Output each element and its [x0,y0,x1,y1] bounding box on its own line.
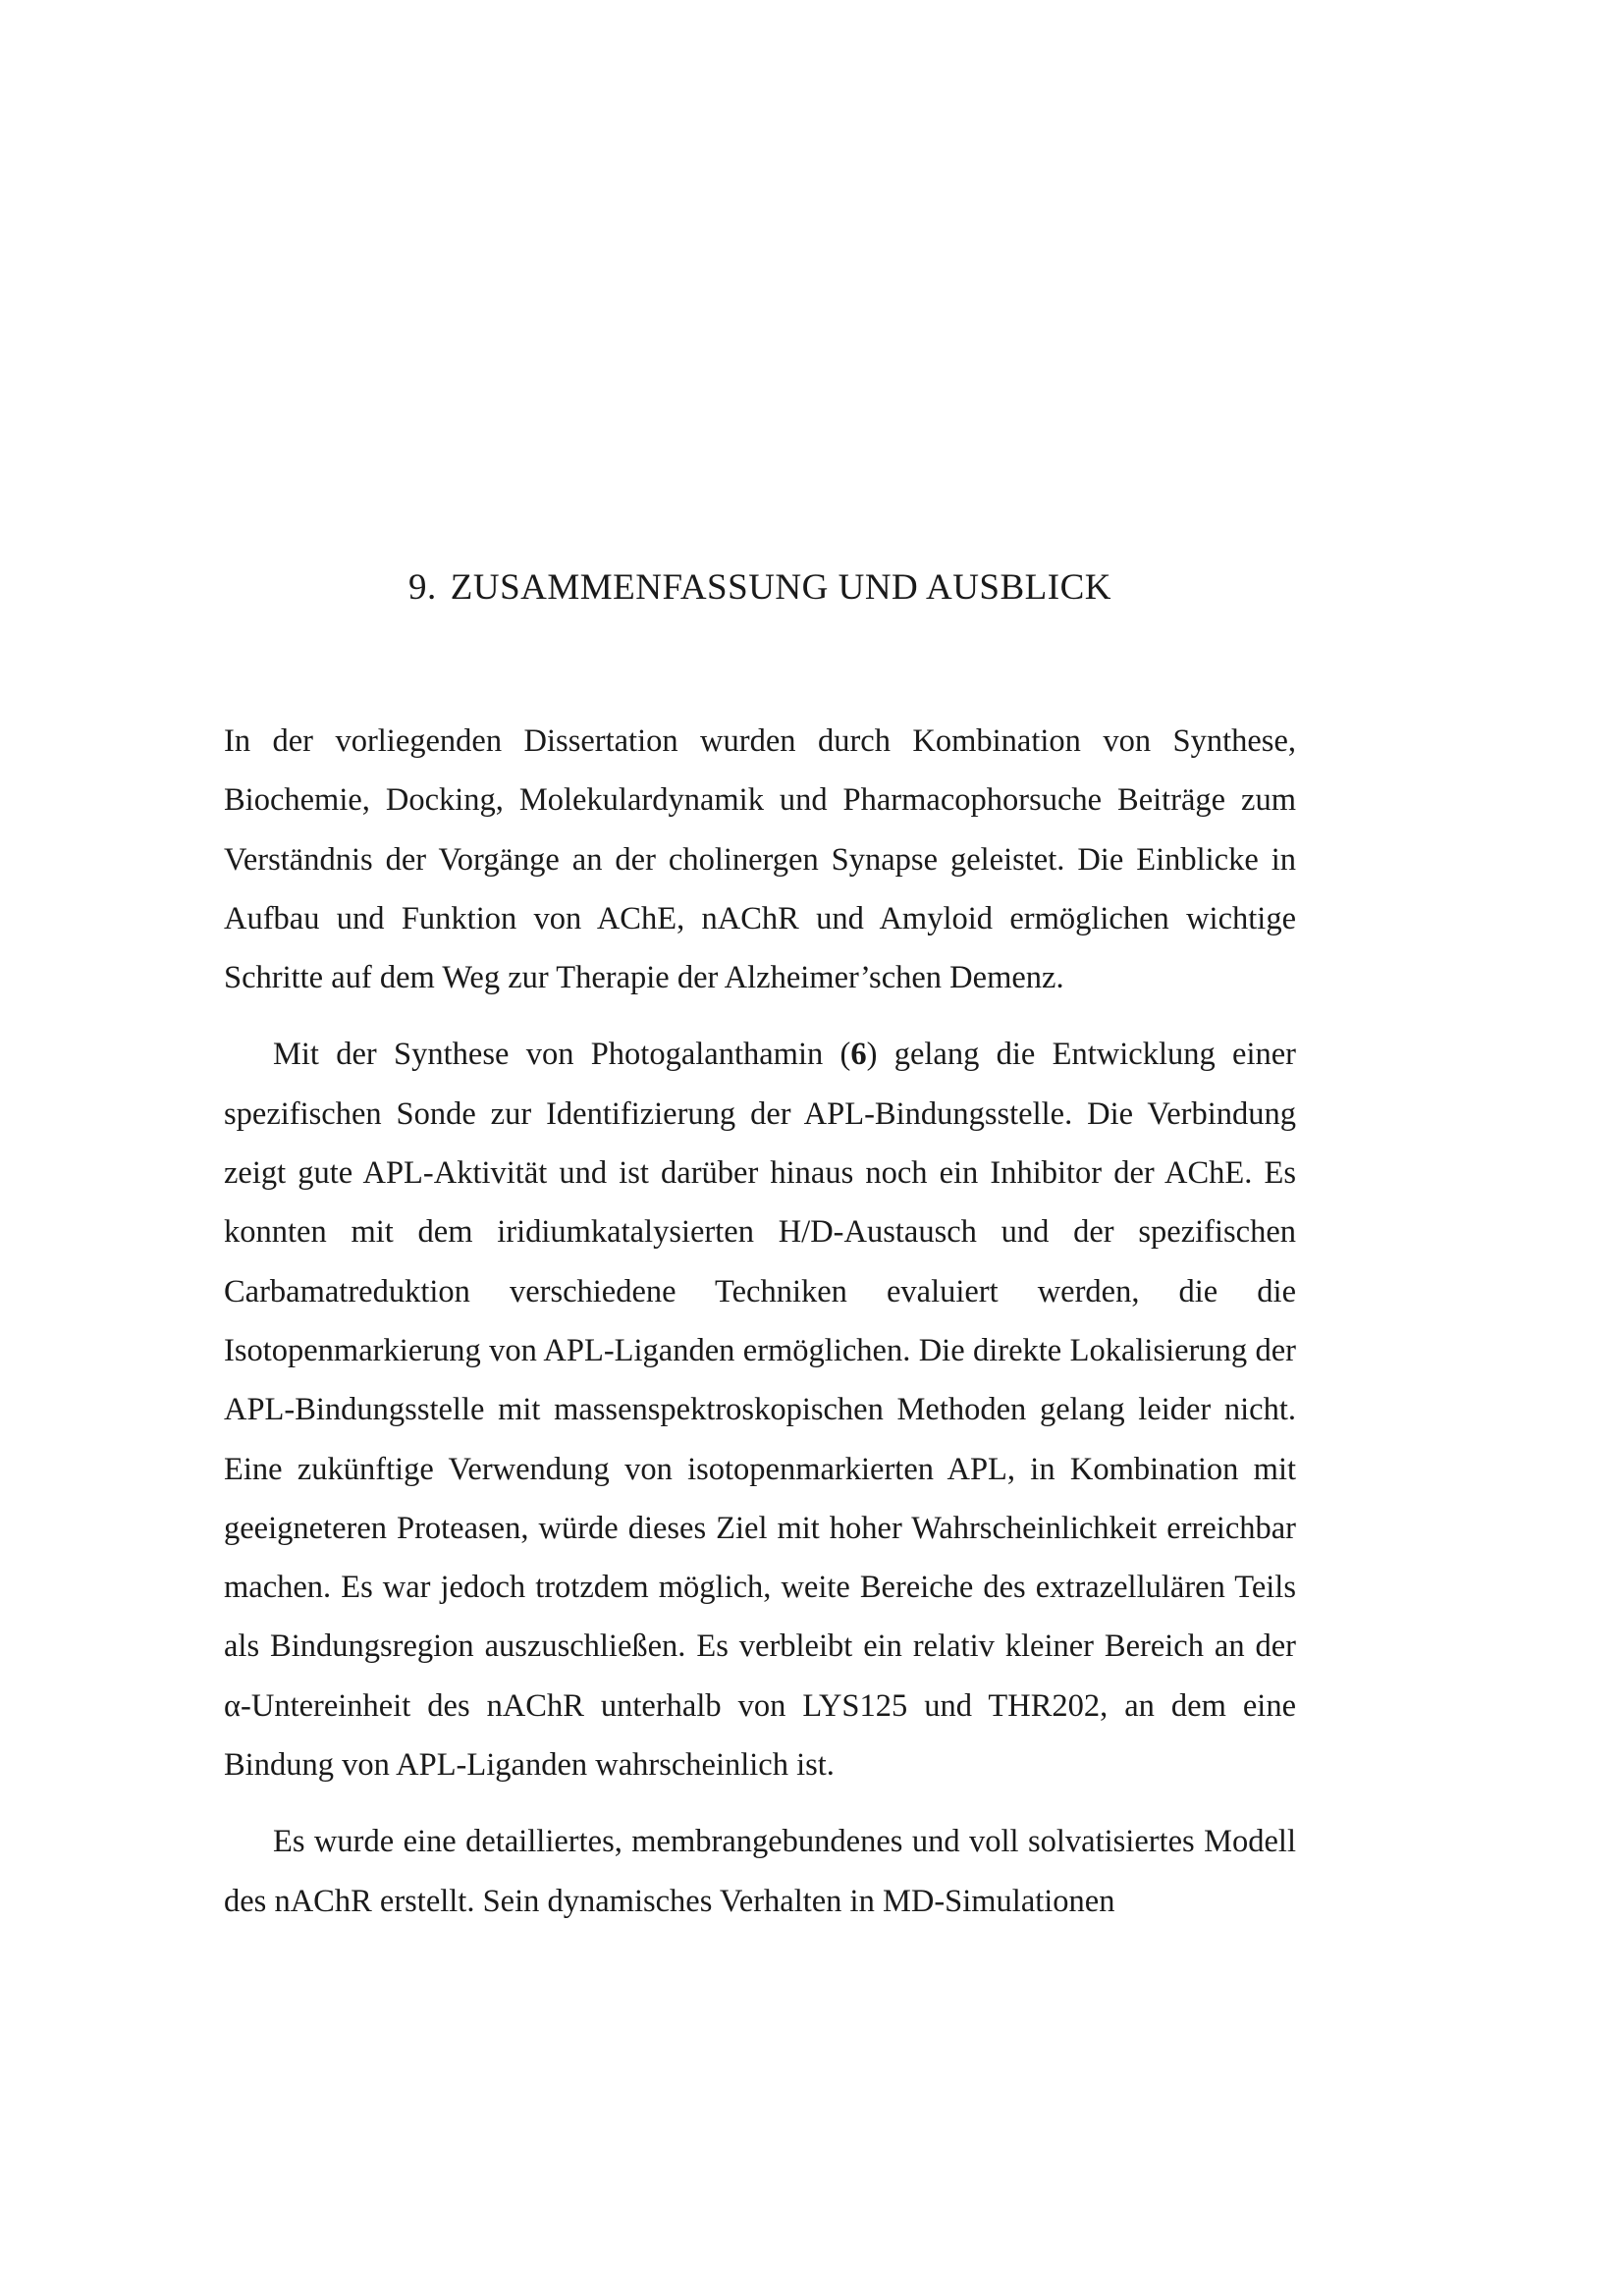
paragraph-1: In der vorliegenden Dissertation wurden durch Kombination von Synthese, Biochemie, Docking, Molekulardynamik und Pharmacophorsuche Beiträge zum Verständnis der Vorgänge an der cholinergen Synapse geleistet. Die Einblicke in Aufbau und Funktion von AChE, nAChR und Amyloid ermöglichen wichtige Schritte auf dem Weg zur Therapie der Alzheimer’schen Demenz. [224,723,1296,996]
chapter-body [224,712,1296,1949]
compound-number: 6 [850,1037,867,1073]
chapter-number: 9. [408,567,437,608]
paragraph-3: Es wurde eine detailliertes, membrangebundenes und voll solvatisiertes Modell des nAChR erstellt. Sein dynamisches Verhalten in MD-Simulationen [224,1824,1296,1919]
chapter-title: ZUSAMMENFASSUNG UND AUSBLICK [450,567,1111,608]
paragraph-2 [224,1025,1296,1794]
paragraph-2-before: Mit der Synthese von Photogalanthamin ( [273,1037,851,1073]
chapter-heading [224,558,1296,618]
paragraph-2-after: ) gelang die Entwicklung einer spezifischen Sonde zur Identifizierung der APL-Bindungsstelle. Die Verbindung zeigt gute APL-Aktivität und ist darüber hinaus noch ein Inhibitor der AChE. Es konnten mit dem iridiumkatalysierten H/D-Austausch und der spezifischen Carbamatreduktion verschiedene Techniken evaluiert werden, die die Isotopenmarkierung von APL-Liganden ermöglichen. Die direkte Lokalisierung der APL-Bindungsstelle mit massenspektroskopischen Methoden gelang leider nicht. Eine zukünftige Verwendung von isotopenmarkierten APL, in Kombination mit geeigneteren Proteasen, würde dieses Ziel mit hoher Wahrscheinlichkeit erreichbar machen. Es war jedoch trotzdem möglich, weite Bereiche des extrazellulären Teils als Bindungsregion auszuschließen. Es verbleibt ein relativ kleiner Bereich an der α-Untereinheit des nAChR unterhalb von LYS125 und THR202, an dem eine Bindung von APL-Liganden wahrscheinlich ist. [224,1037,1296,1784]
